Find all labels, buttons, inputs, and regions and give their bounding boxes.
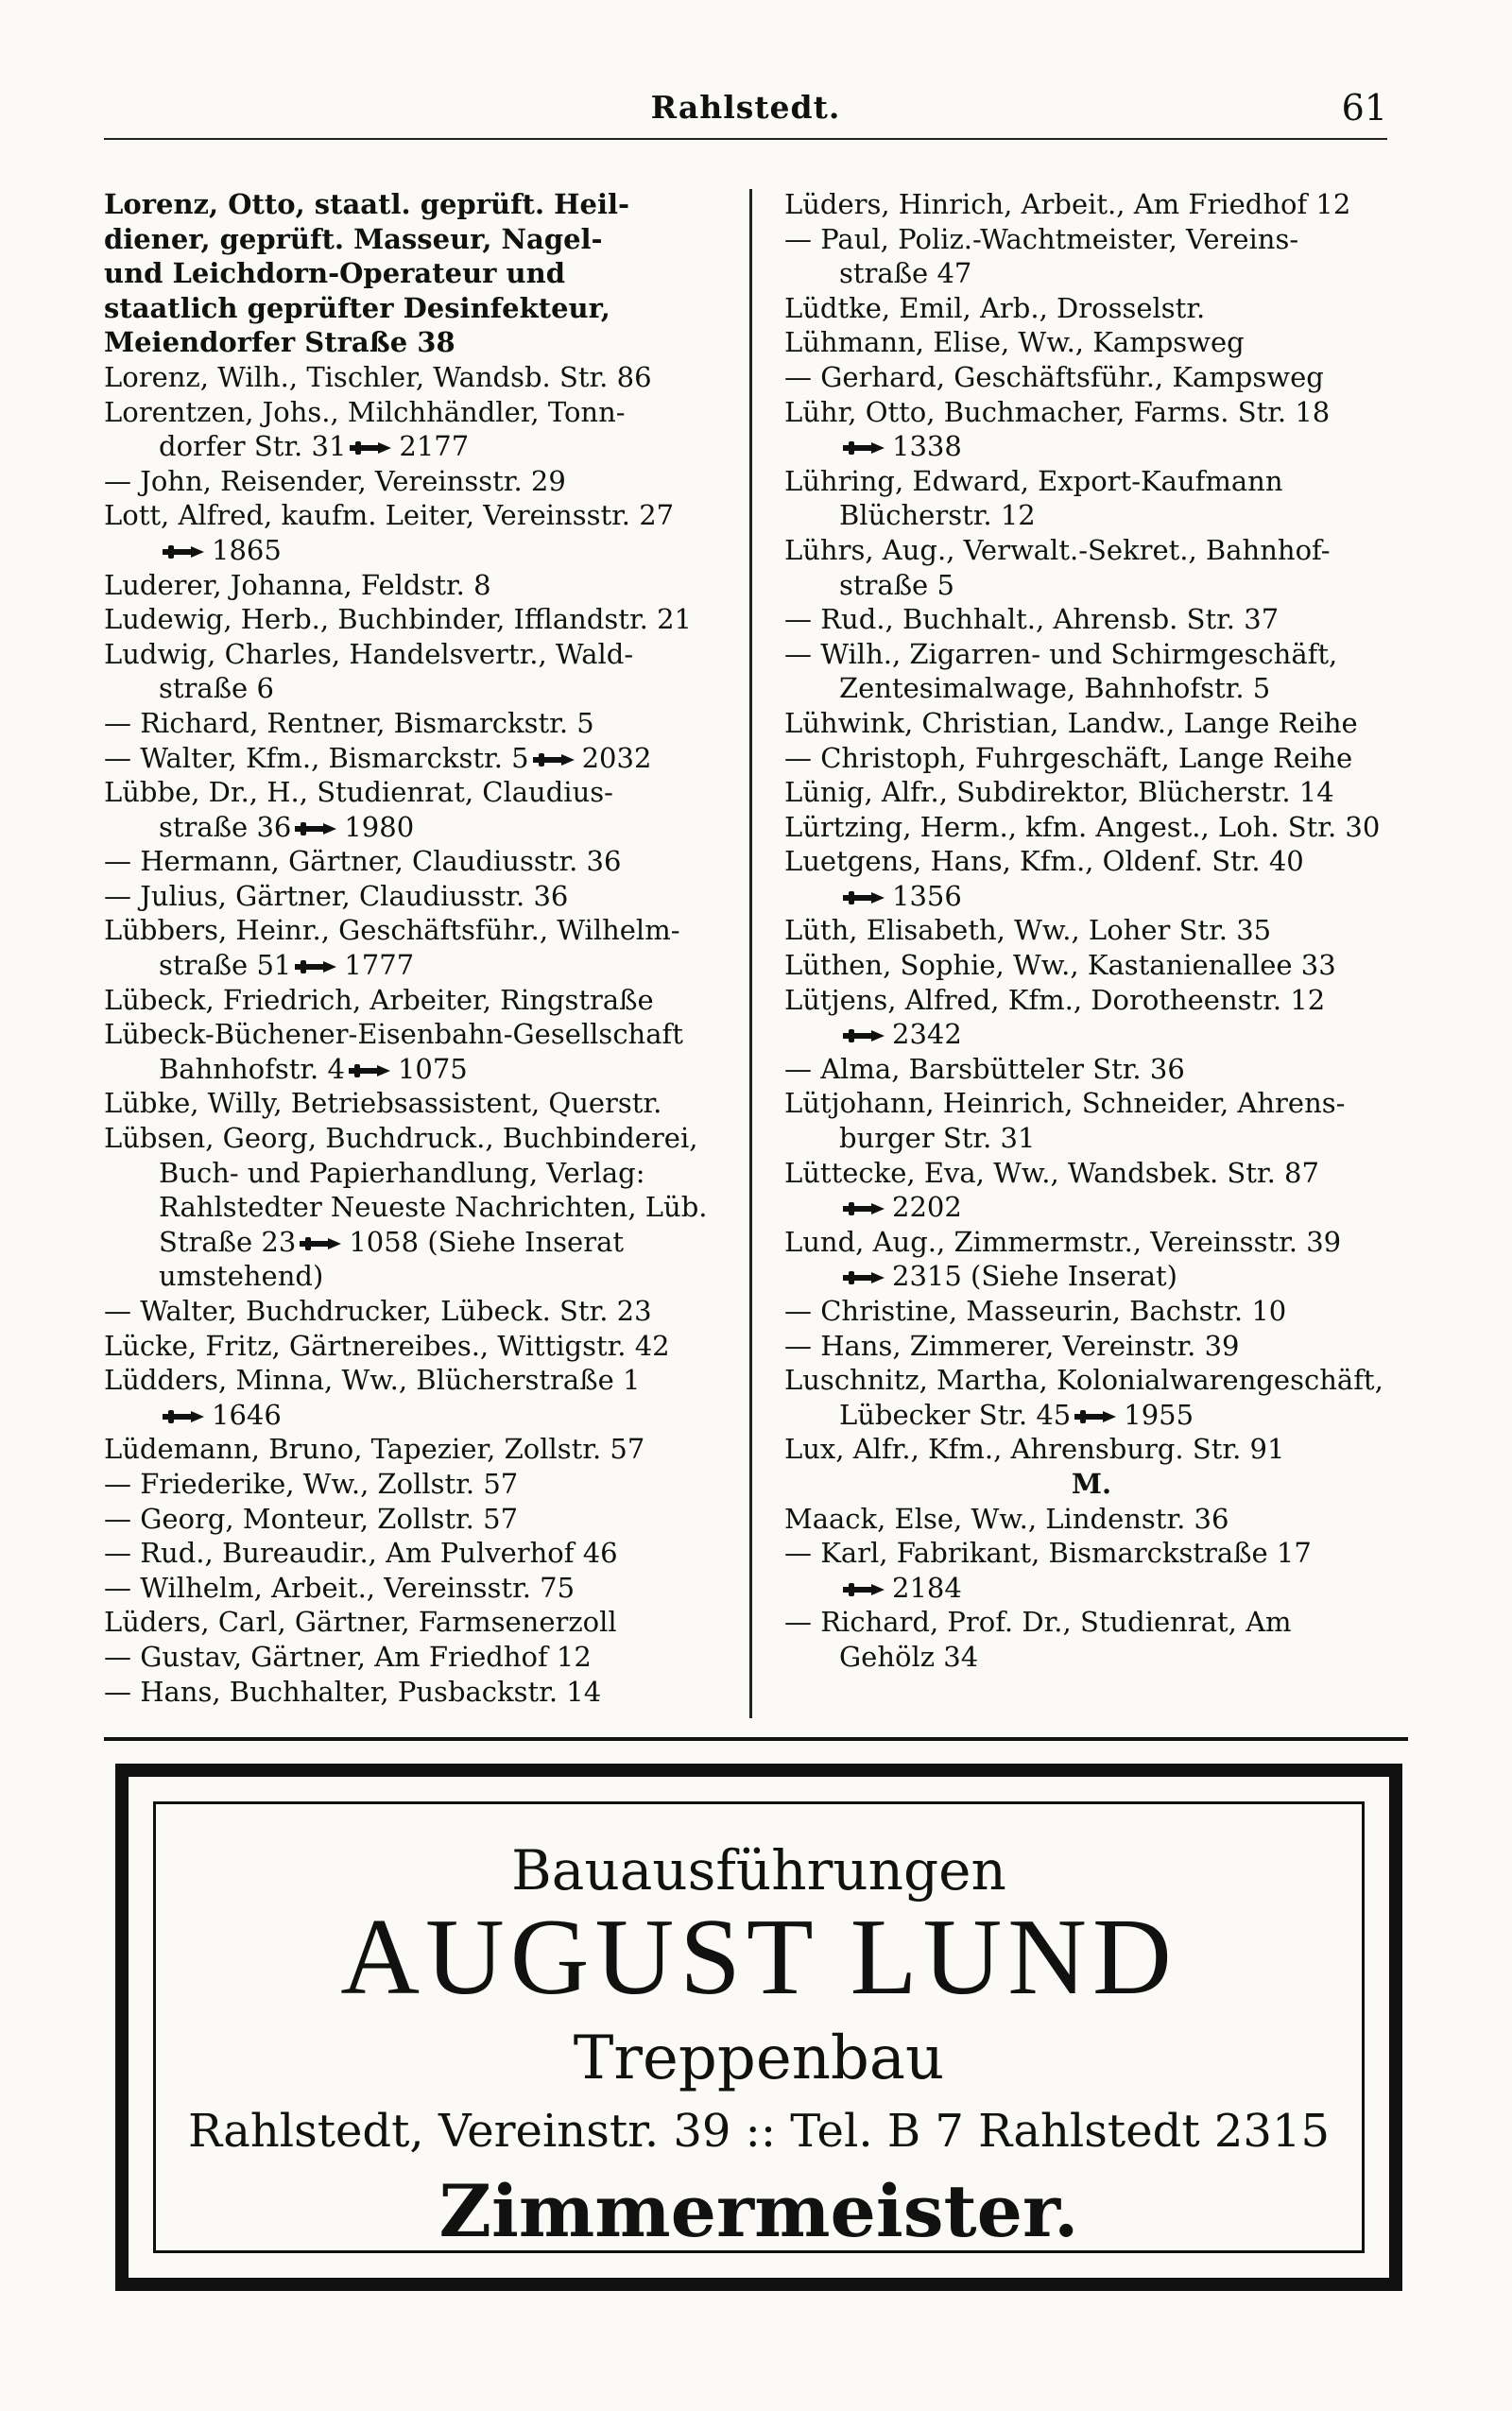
directory-entry	[784, 741, 1399, 776]
ad-profession: Zimmermeister.	[438, 2169, 1079, 2253]
directory-entry	[784, 256, 1399, 291]
directory-entry	[104, 256, 732, 291]
section-rule	[104, 1737, 1408, 1741]
directory-entry	[784, 1571, 1399, 1606]
phone-number: 1777	[344, 949, 415, 982]
entry-text: Lühwink, Christian, Landw., Lange Reihe	[784, 706, 1358, 739]
ad-heading: Bauausführungen	[511, 1838, 1006, 1903]
entry-text: Luetgens, Hans, Kfm., Oldenf. Str. 40	[784, 845, 1304, 878]
entry-text: Lüthen, Sophie, Ww., Kastanienallee 33	[784, 949, 1336, 982]
directory-entry	[104, 1605, 732, 1640]
advertisement-inner-frame	[153, 1801, 1365, 2253]
entry-text: Lücke, Fritz, Gärtnereibes., Wittigstr. 42	[104, 1329, 670, 1362]
directory-entry	[104, 810, 732, 845]
phone-number: 2177	[399, 430, 470, 463]
phone-number: 2184	[892, 1571, 962, 1604]
entry-text: — Richard, Rentner, Bismarckstr. 5	[104, 706, 594, 739]
entry-text: Lüth, Elisabeth, Ww., Loher Str. 35	[784, 914, 1272, 947]
entry-text: — Christine, Masseurin, Bachstr. 10	[784, 1295, 1287, 1327]
phone-number: 2315 (Siehe Inserat)	[892, 1260, 1177, 1293]
directory-entry	[784, 810, 1399, 845]
directory-entry	[784, 844, 1399, 879]
directory-entry	[104, 1086, 732, 1121]
entry-text: — Wilh., Zigarren- und Schirmgeschäft,	[784, 637, 1338, 670]
directory-entry	[784, 1467, 1399, 1502]
directory-entry	[784, 222, 1399, 257]
directory-entry	[104, 983, 732, 1018]
directory-entry	[104, 1017, 732, 1052]
directory-entry	[104, 775, 732, 810]
directory-entry	[784, 1294, 1399, 1329]
entry-text: Rahlstedter Neueste Nachrichten, Lüb.	[159, 1191, 708, 1224]
directory-entry	[104, 291, 732, 326]
directory-entry	[784, 1259, 1399, 1294]
entry-text: Gehölz 34	[839, 1640, 979, 1673]
telephone-icon	[161, 544, 206, 560]
directory-entry	[784, 187, 1399, 222]
directory-entry	[784, 1121, 1399, 1156]
directory-entry	[104, 879, 732, 914]
directory-entry	[104, 498, 732, 533]
entry-text: Buch- und Papierhandlung, Verlag:	[159, 1156, 645, 1189]
entry-text: und Leichdorn-Operateur und	[104, 257, 565, 290]
directory-entry	[784, 1017, 1399, 1052]
entry-text: Lünig, Alfr., Subdirektor, Blücherstr. 14	[784, 776, 1334, 809]
telephone-icon	[348, 440, 393, 456]
entry-text: — Georg, Monteur, Zollstr. 57	[104, 1502, 519, 1535]
directory-entry	[104, 1259, 732, 1294]
phone-number: 2342	[892, 1018, 962, 1051]
directory-entry	[104, 222, 732, 257]
directory-entry	[104, 187, 732, 222]
entry-text: Lütjohann, Heinrich, Schneider, Ahrens-	[784, 1087, 1346, 1120]
directory-entry	[104, 1225, 732, 1260]
directory-entry	[104, 1329, 732, 1364]
entry-text: M.	[1071, 1467, 1112, 1500]
entry-text: Lux, Alfr., Kfm., Ahrensburg. Str. 91	[784, 1433, 1285, 1466]
directory-column-left	[104, 187, 732, 1709]
directory-entry	[104, 844, 732, 879]
page-number: 61	[1341, 87, 1387, 129]
directory-entry	[784, 1156, 1399, 1191]
directory-entry	[784, 983, 1399, 1018]
entry-text: Lüdders, Minna, Ww., Blücherstraße 1	[104, 1364, 641, 1397]
directory-entry	[104, 1363, 732, 1398]
directory-column-right	[784, 187, 1399, 1675]
directory-entry	[104, 325, 732, 360]
directory-entry	[104, 429, 732, 464]
directory-entry	[784, 325, 1399, 360]
directory-entry	[104, 1675, 732, 1710]
directory-entry	[784, 602, 1399, 637]
entry-text: Lorentzen, Johs., Milchhändler, Tonn-	[104, 395, 626, 428]
directory-entry	[104, 1467, 732, 1502]
entry-text: Zentesimalwage, Bahnhofstr. 5	[839, 672, 1271, 705]
directory-entry	[784, 533, 1399, 568]
directory-entry	[104, 913, 732, 948]
directory-entry	[784, 671, 1399, 706]
entry-text: Lott, Alfred, kaufm. Leiter, Vereinsstr. 27	[104, 499, 675, 532]
entry-text: Lübke, Willy, Betriebsassistent, Querstr.	[104, 1087, 662, 1120]
entry-text: Lühmann, Elise, Ww., Kampsweg	[784, 326, 1245, 359]
directory-entry	[104, 1398, 732, 1433]
directory-entry	[784, 1398, 1399, 1433]
telephone-icon	[1073, 1409, 1118, 1424]
directory-entry	[784, 1536, 1399, 1571]
entry-text: — John, Reisender, Vereinsstr. 29	[104, 464, 566, 497]
directory-entry	[104, 1571, 732, 1606]
telephone-icon	[347, 1063, 392, 1078]
telephone-icon	[841, 1201, 886, 1216]
phone-number: 1980	[344, 810, 415, 843]
entry-text: Bahnhofstr. 4	[159, 1052, 345, 1085]
entry-text: Lübeck-Büchener-Eisenbahn-Gesellschaft	[104, 1018, 683, 1051]
phone-number: 1338	[892, 430, 962, 463]
directory-entry	[104, 395, 732, 430]
column-divider	[749, 189, 752, 1718]
entry-text: Lühr, Otto, Buchmacher, Farms. Str. 18	[784, 395, 1331, 428]
directory-entry	[784, 568, 1399, 603]
entry-text: Lütjens, Alfred, Kfm., Dorotheenstr. 12	[784, 983, 1326, 1016]
entry-text: — Hans, Zimmerer, Vereinstr. 39	[784, 1329, 1240, 1362]
directory-entry	[104, 1502, 732, 1537]
telephone-icon	[531, 752, 576, 767]
entry-text: straße 6	[159, 672, 274, 705]
entry-text: straße 51	[159, 949, 292, 982]
entry-text: staatlich geprüfter Desinfekteur,	[104, 291, 610, 324]
directory-entry	[104, 1156, 732, 1191]
directory-entry	[784, 1052, 1399, 1087]
directory-entry	[104, 464, 732, 499]
entry-text: dorfer Str. 31	[159, 430, 347, 463]
entry-text: Lühring, Edward, Export-Kaufmann	[784, 464, 1283, 497]
entry-text: — Alma, Barsbütteler Str. 36	[784, 1052, 1185, 1085]
directory-entry	[104, 602, 732, 637]
phone-number: 1356	[892, 879, 962, 912]
ad-company-name: AUGUST LUND	[340, 1897, 1177, 2018]
entry-text: Lüders, Hinrich, Arbeit., Am Friedhof 12	[784, 188, 1351, 220]
entry-text: — Hans, Buchhalter, Pusbackstr. 14	[104, 1675, 602, 1708]
directory-entry	[784, 879, 1399, 914]
entry-text: — Gerhard, Geschäftsführ., Kampsweg	[784, 360, 1324, 393]
directory-entry	[784, 1086, 1399, 1121]
directory-entry	[104, 533, 732, 568]
entry-text: — Friederike, Ww., Zollstr. 57	[104, 1467, 519, 1500]
entry-text: Lüders, Carl, Gärtner, Farmsenerzoll	[104, 1606, 617, 1639]
entry-text: Straße 23	[159, 1225, 297, 1258]
directory-entry	[104, 568, 732, 603]
entry-text: Lürtzing, Herm., kfm. Angest., Loh. Str. 30	[784, 810, 1381, 843]
directory-entry	[784, 1502, 1399, 1537]
telephone-icon	[293, 959, 338, 974]
phone-number: 1058 (Siehe Inserat	[349, 1225, 625, 1258]
directory-entry	[784, 464, 1399, 499]
phone-number: 1075	[397, 1052, 468, 1085]
entry-text: straße 36	[159, 810, 292, 843]
directory-entry	[104, 1294, 732, 1329]
entry-text: Ludwig, Charles, Handelsvertr., Wald-	[104, 637, 634, 670]
entry-text: Lübsen, Georg, Buchdruck., Buchbinderei,	[104, 1122, 698, 1155]
directory-entry	[784, 291, 1399, 326]
entry-text: Maack, Else, Ww., Lindenstr. 36	[784, 1502, 1229, 1535]
telephone-icon	[841, 440, 886, 456]
entry-text: — Karl, Fabrikant, Bismarckstraße 17	[784, 1537, 1312, 1570]
directory-entry	[784, 637, 1399, 672]
directory-entry	[104, 637, 732, 672]
ad-trade: Treppenbau	[573, 2024, 945, 2093]
entry-text: Ludewig, Herb., Buchbinder, Ifflandstr. 21	[104, 603, 692, 636]
entry-text: Lübbers, Heinr., Geschäftsführ., Wilhelm-	[104, 914, 680, 947]
telephone-icon	[841, 890, 886, 905]
directory-entry	[104, 1536, 732, 1571]
advertisement-box	[115, 1764, 1402, 2291]
entry-text: Lübbe, Dr., H., Studienrat, Claudius-	[104, 776, 613, 809]
entry-text: Lührs, Aug., Verwalt.-Sekret., Bahnhof-	[784, 533, 1331, 566]
entry-text: Lund, Aug., Zimmermstr., Vereinsstr. 39	[784, 1225, 1342, 1258]
directory-entry	[784, 1605, 1399, 1640]
directory-entry	[784, 1329, 1399, 1364]
telephone-icon	[161, 1409, 206, 1424]
entry-text: burger Str. 31	[839, 1122, 1036, 1155]
entry-text: Lorenz, Wilh., Tischler, Wandsb. Str. 86	[104, 360, 652, 393]
entry-text: Lüdtke, Emil, Arb., Drosselstr.	[784, 291, 1206, 324]
directory-entry	[104, 706, 732, 741]
directory-entry	[104, 1432, 732, 1467]
directory-entry	[104, 741, 732, 776]
directory-entry	[104, 1052, 732, 1087]
directory-entry	[104, 1121, 732, 1156]
directory-entry	[784, 1363, 1399, 1398]
phone-number: 1646	[212, 1398, 282, 1431]
entry-text: — Rud., Bureaudir., Am Pulverhof 46	[104, 1537, 618, 1570]
telephone-icon	[293, 821, 338, 836]
entry-text: Lorenz, Otto, staatl. geprüft. Heil-	[104, 188, 630, 220]
entry-text: Lüttecke, Eva, Ww., Wandsbek. Str. 87	[784, 1156, 1319, 1189]
running-title: Rahlstedt.	[650, 89, 841, 126]
telephone-icon	[841, 1028, 886, 1043]
entry-text: Blücherstr. 12	[839, 499, 1036, 532]
entry-text: — Wilhelm, Arbeit., Vereinsstr. 75	[104, 1571, 576, 1604]
phone-number: 1955	[1124, 1398, 1194, 1431]
directory-entry	[784, 360, 1399, 395]
phone-number: 1865	[212, 533, 282, 566]
phone-number: 2032	[581, 741, 652, 774]
entry-text: diener, geprüft. Masseur, Nagel-	[104, 222, 603, 255]
directory-entry	[784, 395, 1399, 430]
directory-entry	[784, 1190, 1399, 1225]
ad-contact: Rahlstedt, Vereinstr. 39 :: Tel. B 7 Rahlstedt 2315	[187, 2105, 1331, 2158]
entry-text: — Julius, Gärtner, Claudiusstr. 36	[104, 879, 569, 912]
entry-text: — Walter, Kfm., Bismarckstr. 5	[104, 741, 529, 774]
directory-entry	[784, 1432, 1399, 1467]
directory-entry	[784, 913, 1399, 948]
entry-text: Luschnitz, Martha, Kolonialwarengeschäft,	[784, 1364, 1383, 1397]
directory-entry	[104, 1190, 732, 1225]
directory-entry	[104, 1640, 732, 1675]
entry-text: Meiendorfer Straße 38	[104, 326, 455, 359]
directory-entry	[104, 360, 732, 395]
telephone-icon	[298, 1236, 343, 1251]
entry-text: Lübeck, Friedrich, Arbeiter, Ringstraße	[104, 983, 654, 1016]
entry-text: — Walter, Buchdrucker, Lübeck. Str. 23	[104, 1295, 652, 1327]
directory-entry	[784, 775, 1399, 810]
entry-text: umstehend)	[159, 1260, 324, 1293]
telephone-icon	[841, 1270, 886, 1285]
page-header	[104, 83, 1387, 140]
entry-text: — Hermann, Gärtner, Claudiusstr. 36	[104, 845, 622, 878]
directory-entry	[784, 1225, 1399, 1260]
directory-entry	[784, 948, 1399, 983]
entry-text: — Gustav, Gärtner, Am Friedhof 12	[104, 1640, 592, 1673]
entry-text: — Christoph, Fuhrgeschäft, Lange Reihe	[784, 741, 1353, 774]
entry-text: Luderer, Johanna, Feldstr. 8	[104, 568, 491, 601]
directory-entry	[104, 948, 732, 983]
entry-text: — Paul, Poliz.-Wachtmeister, Vereins-	[784, 222, 1299, 255]
telephone-icon	[841, 1582, 886, 1597]
directory-entry	[784, 1640, 1399, 1675]
entry-text: Lübecker Str. 45	[839, 1398, 1072, 1431]
entry-text: Lüdemann, Bruno, Tapezier, Zollstr. 57	[104, 1433, 645, 1466]
directory-entry	[784, 706, 1399, 741]
directory-entry	[784, 429, 1399, 464]
entry-text: — Richard, Prof. Dr., Studienrat, Am	[784, 1606, 1292, 1639]
entry-text: straße 5	[839, 568, 954, 601]
entry-text: straße 47	[839, 257, 972, 290]
directory-entry	[104, 671, 732, 706]
directory-entry	[784, 498, 1399, 533]
entry-text: — Rud., Buchhalt., Ahrensb. Str. 37	[784, 603, 1280, 636]
phone-number: 2202	[892, 1191, 962, 1224]
